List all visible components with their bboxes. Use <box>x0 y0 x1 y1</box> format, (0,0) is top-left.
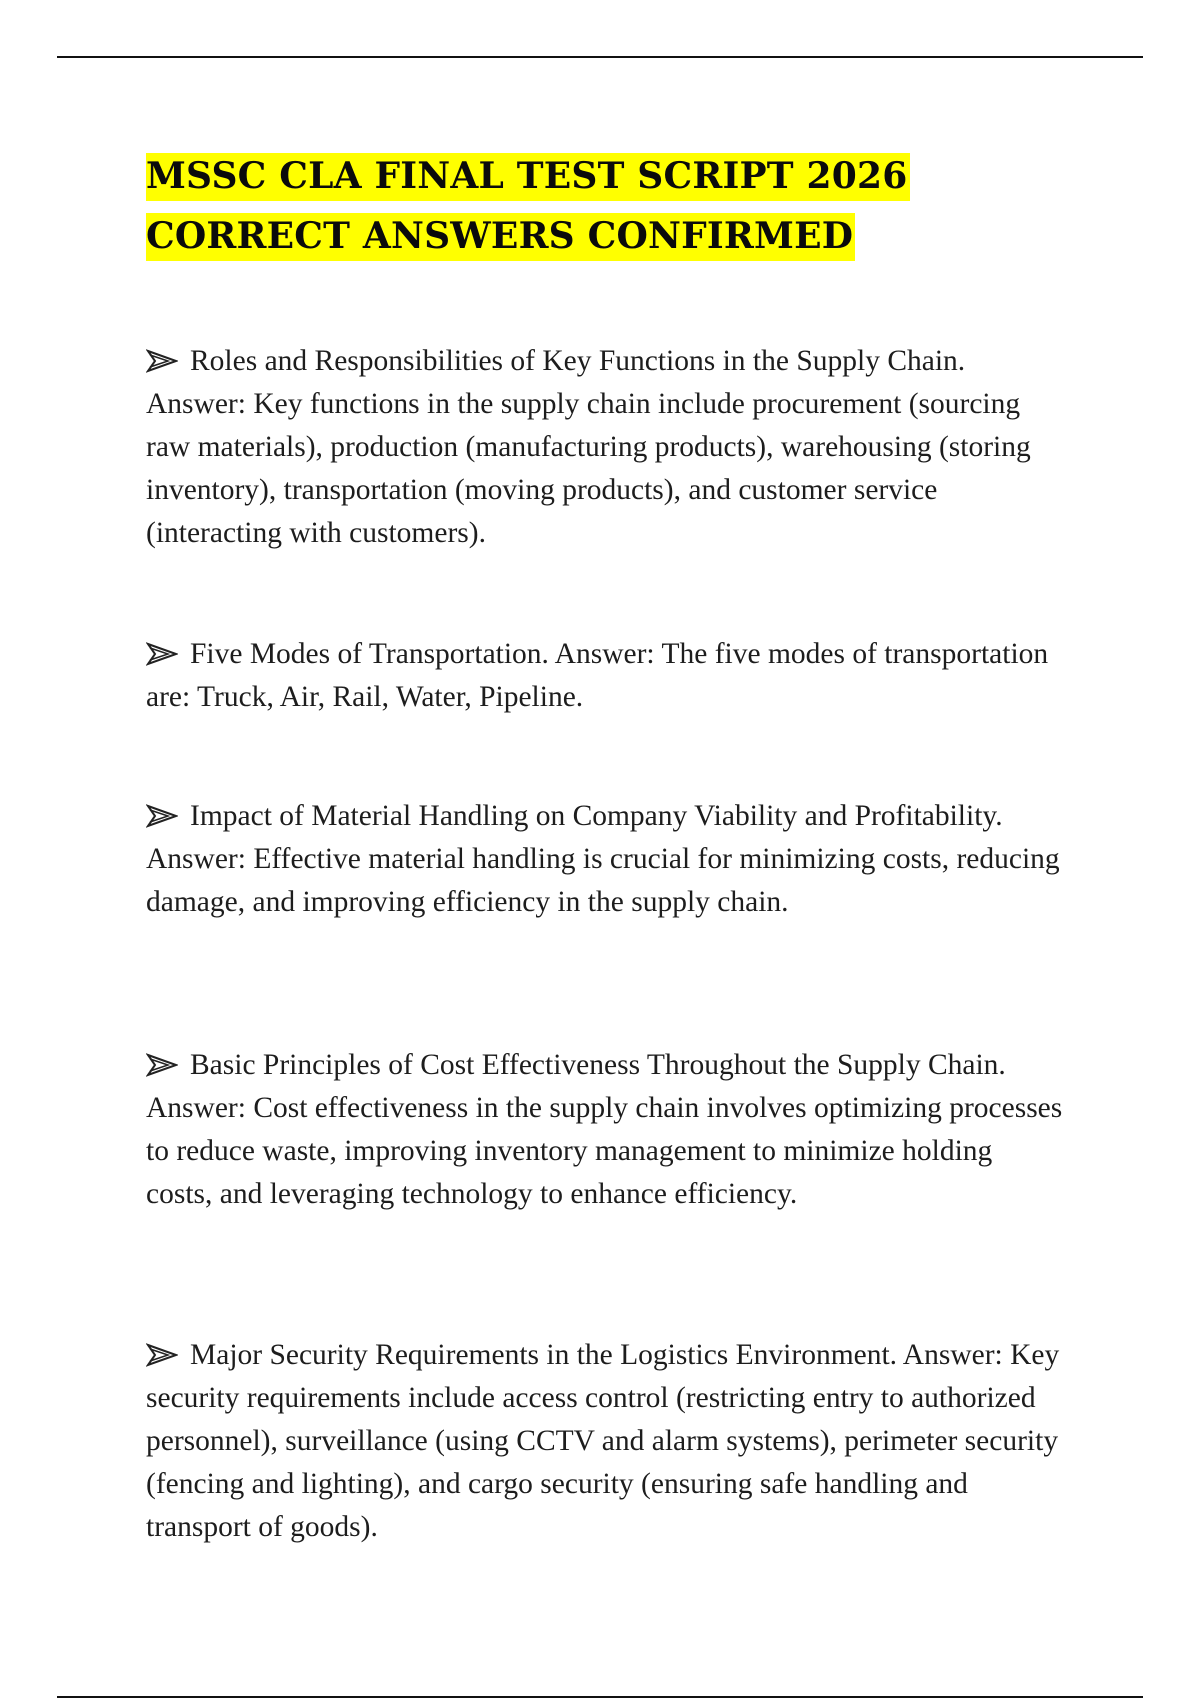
qa-item <box>146 795 1066 924</box>
bottom-divider <box>57 1696 1143 1698</box>
qa-item <box>146 1334 1066 1549</box>
top-divider <box>57 56 1143 58</box>
arrow-bullet-icon <box>146 795 190 838</box>
qa-text: Major Security Requirements in the Logistics Environment. Answer: Key security requirements include access control (restricting entry to authorized personnel), surveillance (using CCTV and alarm systems), perimeter security (fencing and lighting), and cargo security (ensuring safe handling and transport of goods). <box>146 1339 1060 1543</box>
arrow-bullet-icon <box>146 1044 190 1087</box>
arrow-bullet-icon <box>146 1334 190 1377</box>
qa-text: Five Modes of Transportation. Answer: The five modes of transportation are: Truck, Air, Rail, Water, Pipeline. <box>146 638 1049 713</box>
title-line-2: CORRECT ANSWERS CONFIRMED <box>146 213 855 261</box>
arrow-bullet-icon <box>146 633 190 676</box>
title-line-1: MSSC CLA FINAL TEST SCRIPT 2026 <box>146 153 910 201</box>
arrow-bullet-icon <box>146 340 190 383</box>
qa-item <box>146 633 1066 719</box>
qa-item <box>146 1044 1066 1216</box>
qa-text: Basic Principles of Cost Effectiveness Throughout the Supply Chain. Answer: Cost effectiveness in the supply chain involves optimizing processes to reduce waste, improving inventory management to minimize holding costs, and leveraging technology to enhance efficiency. <box>146 1049 1063 1210</box>
qa-text: Impact of Material Handling on Company Viability and Profitability. Answer: Effective material handling is crucial for minimizing costs, reducing damage, and improving efficiency in the supply chain. <box>146 800 1060 918</box>
page-title <box>146 146 1106 266</box>
qa-item <box>146 340 1066 555</box>
qa-text: Roles and Responsibilities of Key Functions in the Supply Chain. Answer: Key functions in the supply chain include procurement (sourcing raw materials), production (manufacturing products), warehousing (storing inventory), transportation (moving products), and customer service (interacting with customers). <box>146 345 1031 549</box>
